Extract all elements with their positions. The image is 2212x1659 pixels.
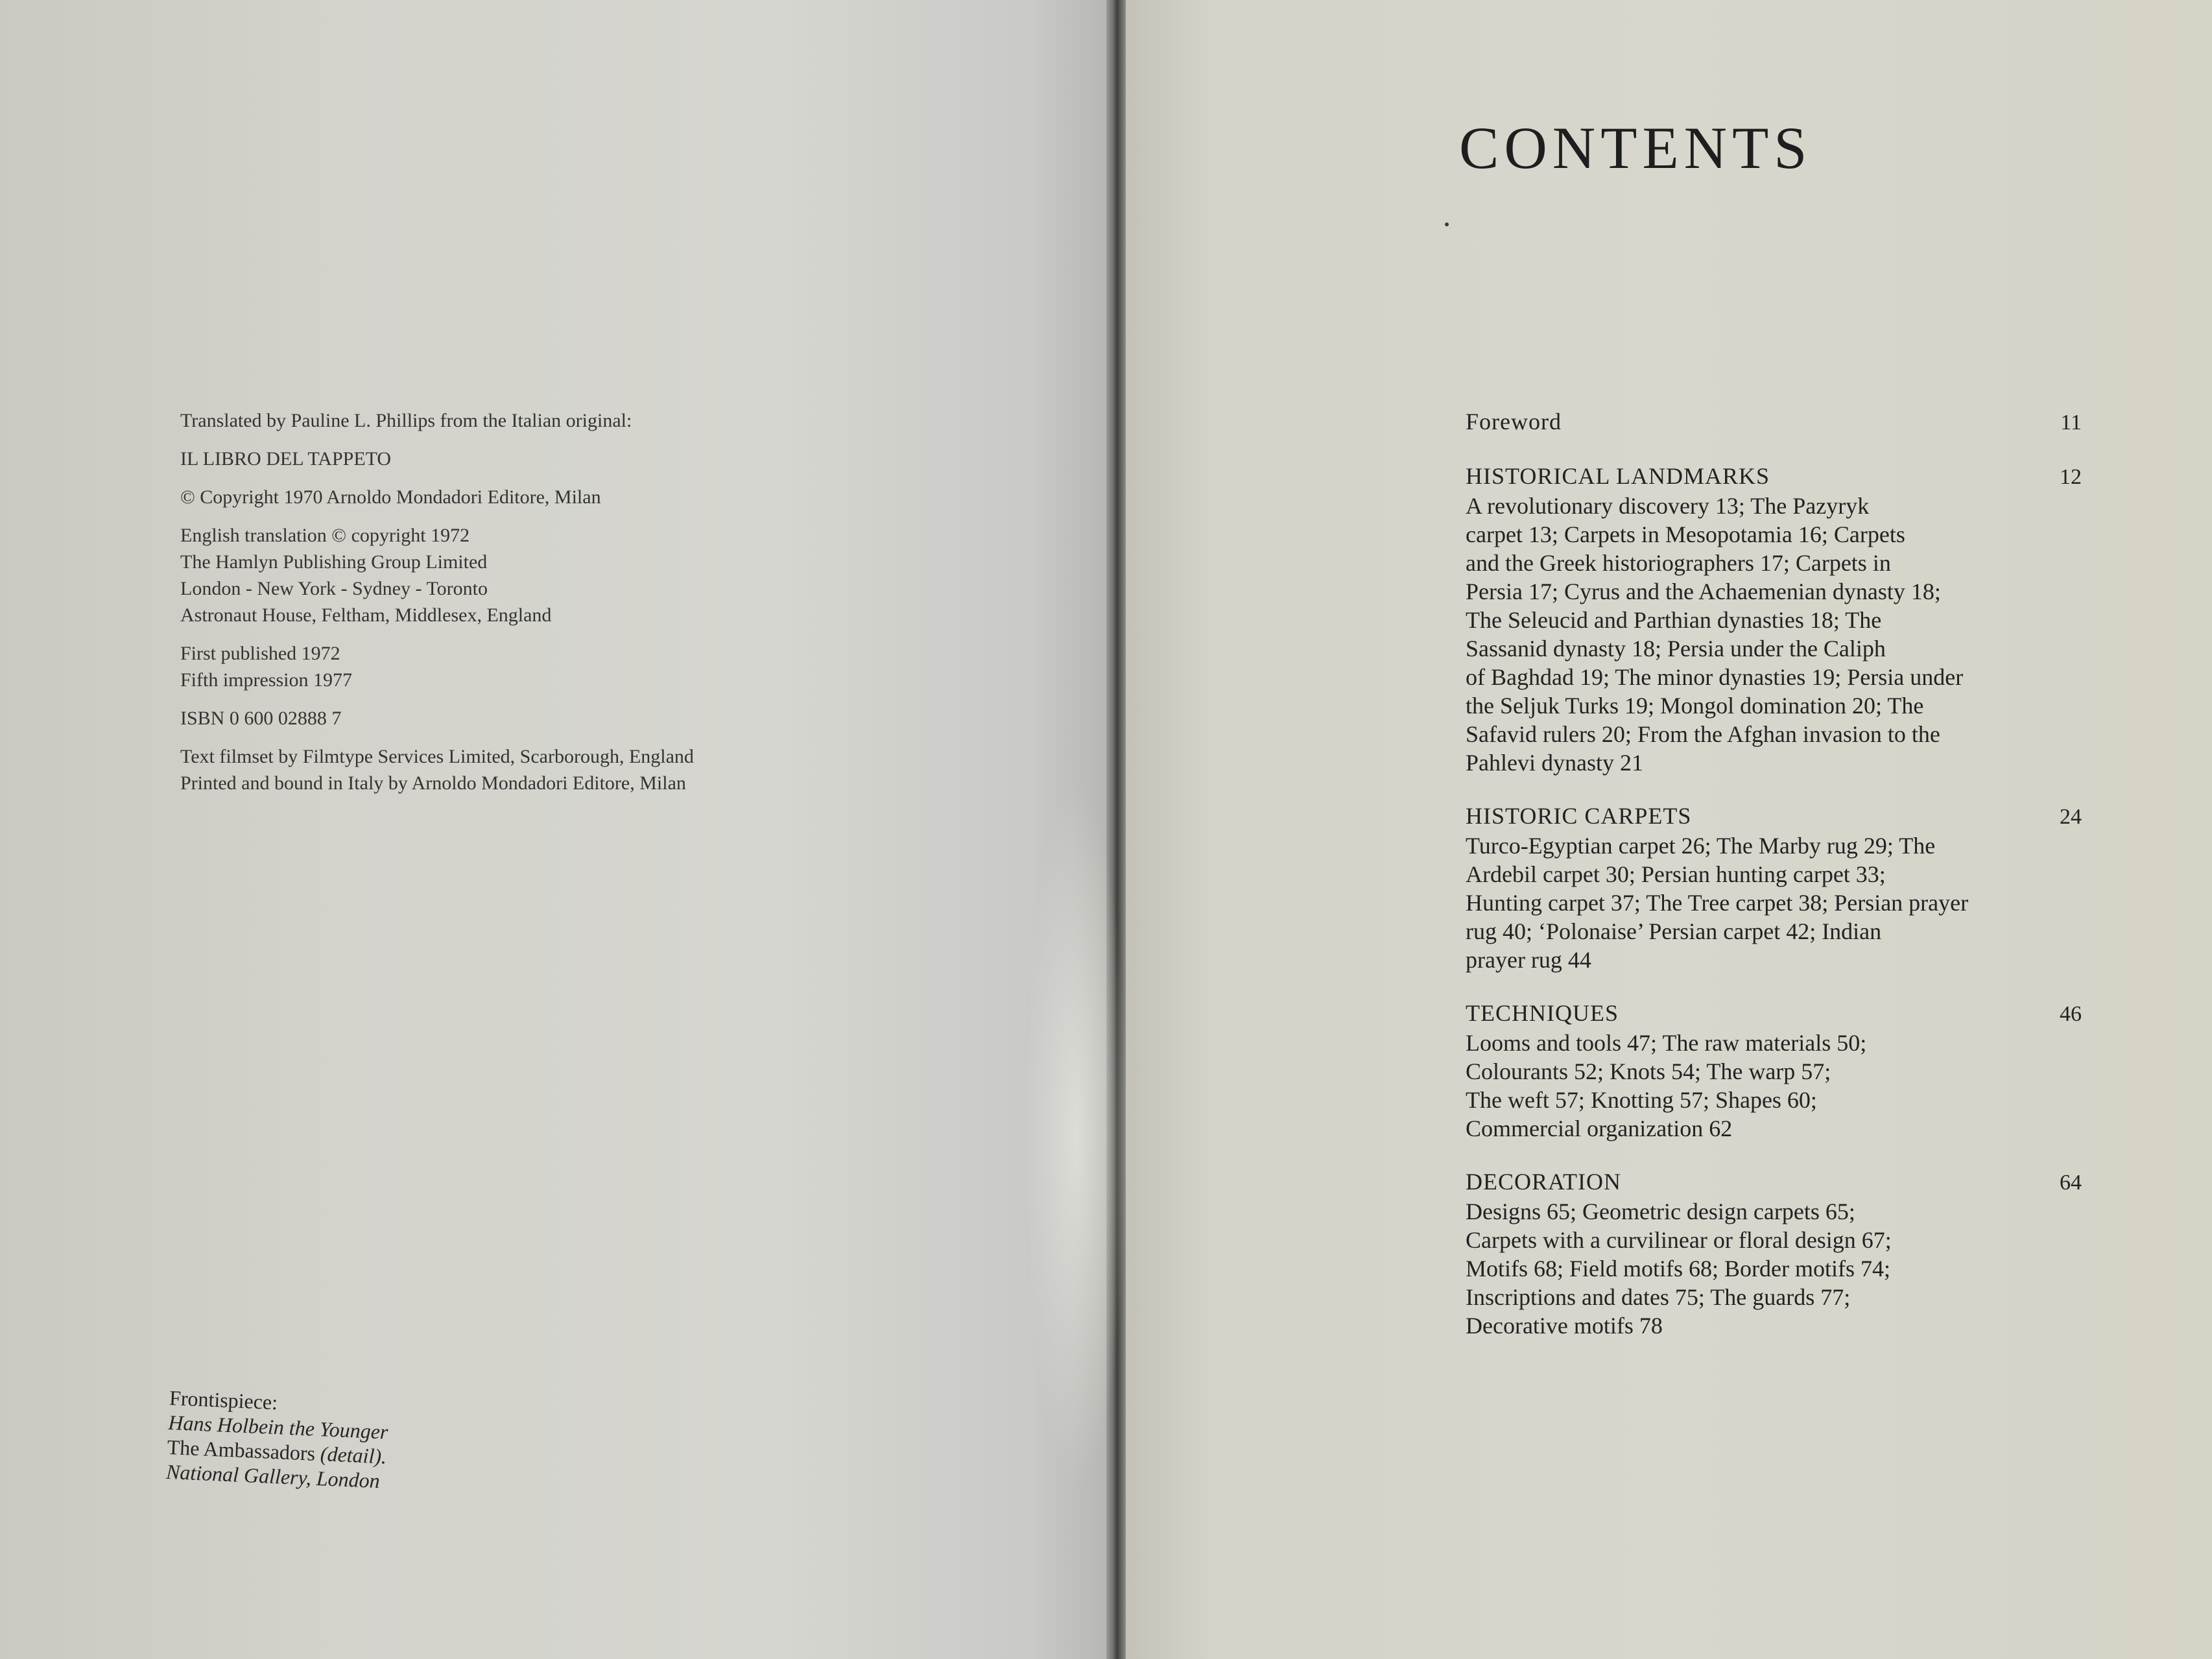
toc-entry-line: of Baghdad 19; The minor dynasties 19; Persia under bbox=[1466, 664, 1964, 690]
toc-entry-line: Safavid rulers 20; From the Afghan invasion to the bbox=[1466, 721, 1940, 747]
imprint-block bbox=[180, 407, 829, 808]
toc-entry-line: Turco-Egyptian carpet 26; The Marby rug 29; The bbox=[1466, 833, 1936, 859]
toc-entry-line: Designs 65; Geometric design carpets 65; bbox=[1466, 1199, 1855, 1224]
translation-credit: Translated by Pauline L. Phillips from the Italian original: bbox=[180, 410, 632, 431]
frontispiece-artist: Hans Holbein the Younger bbox=[167, 1410, 389, 1444]
toc-entry-line: rug 40; ‘Polonaise’ Persian carpet 42; Indian bbox=[1466, 918, 1882, 944]
printer-credit: Printed and bound in Italy by Arnoldo Mondadori Editore, Milan bbox=[180, 772, 686, 794]
toc-entry-line: Sassanid dynasty 18; Persia under the Caliph bbox=[1466, 636, 1886, 662]
toc-section bbox=[1466, 462, 2082, 777]
first-published: First published 1972 bbox=[180, 643, 340, 664]
original-copyright: © Copyright 1970 Arnoldo Mondadori Editore, Milan bbox=[180, 486, 601, 508]
publisher-address: Astronaut House, Feltham, Middlesex, England bbox=[180, 604, 552, 626]
toc-entry-line: The Seleucid and Parthian dynasties 18; The bbox=[1466, 607, 1882, 633]
toc-page-number: 24 bbox=[2060, 805, 2082, 829]
toc-entry-line: and the Greek historiographers 17; Carpets in bbox=[1466, 550, 1891, 576]
toc-page-number: 46 bbox=[2060, 1002, 2082, 1026]
impression: Fifth impression 1977 bbox=[180, 669, 353, 691]
toc-section-title: Foreword bbox=[1466, 409, 1562, 435]
table-of-contents bbox=[1466, 407, 2082, 1365]
book-gutter bbox=[1106, 0, 1126, 1659]
toc-entry-line: A revolutionary discovery 13; The Pazyryk bbox=[1466, 493, 1870, 519]
toc-section-title: DECORATION bbox=[1466, 1169, 1621, 1195]
toc-section-heading bbox=[1466, 802, 2082, 831]
toc-section bbox=[1466, 407, 2082, 437]
toc-section-heading bbox=[1466, 1167, 2082, 1197]
toc-entry-line: Ardebil carpet 30; Persian hunting carpet 33; bbox=[1466, 861, 1886, 887]
toc-section-heading bbox=[1466, 407, 2082, 437]
toc-entry-line: the Seljuk Turks 19; Mongol domination 20; The bbox=[1466, 693, 1924, 719]
toc-entry-line: Motifs 68; Field motifs 68; Border motifs 74; bbox=[1466, 1256, 1890, 1282]
toc-entry-line: Colourants 52; Knots 54; The warp 57; bbox=[1466, 1058, 1831, 1084]
frontispiece-work: The Ambassadors bbox=[167, 1435, 316, 1465]
toc-page-number: 64 bbox=[2060, 1171, 2082, 1195]
frontispiece-location: National Gallery, London bbox=[165, 1459, 381, 1493]
toc-entry-line: Decorative motifs 78 bbox=[1466, 1313, 1663, 1339]
publisher-name: The Hamlyn Publishing Group Limited bbox=[180, 551, 488, 573]
english-copyright: English translation © copyright 1972 bbox=[180, 525, 470, 546]
toc-entry-line: prayer rug 44 bbox=[1466, 947, 1591, 973]
toc-entry-line: Persia 17; Cyrus and the Achaemenian dynasty 18; bbox=[1466, 579, 1941, 604]
toc-section-title: HISTORICAL LANDMARKS bbox=[1466, 463, 1770, 489]
toc-entry-line: Hunting carpet 37; The Tree carpet 38; Persian prayer bbox=[1466, 890, 1969, 916]
toc-page-number: 11 bbox=[2060, 411, 2082, 435]
toc-section bbox=[1466, 1167, 2082, 1340]
toc-entry-line: The weft 57; Knotting 57; Shapes 60; bbox=[1466, 1087, 1817, 1113]
frontispiece-detail: (detail). bbox=[320, 1442, 387, 1468]
toc-section bbox=[1466, 802, 2082, 974]
toc-section-heading bbox=[1466, 462, 2082, 492]
toc-section-heading bbox=[1466, 999, 2082, 1029]
toc-page-number: 12 bbox=[2060, 465, 2082, 489]
toc-entry-line: Commercial organization 62 bbox=[1466, 1116, 1733, 1141]
publisher-cities: London - New York - Sydney - Toronto bbox=[180, 578, 488, 599]
toc-section-title: TECHNIQUES bbox=[1466, 1000, 1619, 1026]
contents-title: CONTENTS bbox=[1459, 115, 1813, 181]
toc-entry-line: Looms and tools 47; The raw materials 50; bbox=[1466, 1030, 1867, 1056]
toc-section bbox=[1466, 999, 2082, 1143]
frontispiece-label: Frontispiece: bbox=[169, 1385, 278, 1414]
toc-section-title: HISTORIC CARPETS bbox=[1466, 803, 1692, 829]
filmset-credit: Text filmset by Filmtype Services Limited, Scarborough, England bbox=[180, 746, 694, 767]
original-title: IL LIBRO DEL TAPPETO bbox=[180, 448, 392, 470]
frontispiece-caption bbox=[165, 1385, 390, 1494]
toc-entry-line: carpet 13; Carpets in Mesopotamia 16; Carpets bbox=[1466, 521, 1905, 547]
toc-entry-line: Carpets with a curvilinear or floral design 67; bbox=[1466, 1227, 1892, 1253]
ink-speck bbox=[1445, 222, 1449, 226]
toc-entry-line: Pahlevi dynasty 21 bbox=[1466, 750, 1643, 776]
isbn: ISBN 0 600 02888 7 bbox=[180, 708, 342, 729]
toc-entry-line: Inscriptions and dates 75; The guards 77; bbox=[1466, 1284, 1851, 1310]
